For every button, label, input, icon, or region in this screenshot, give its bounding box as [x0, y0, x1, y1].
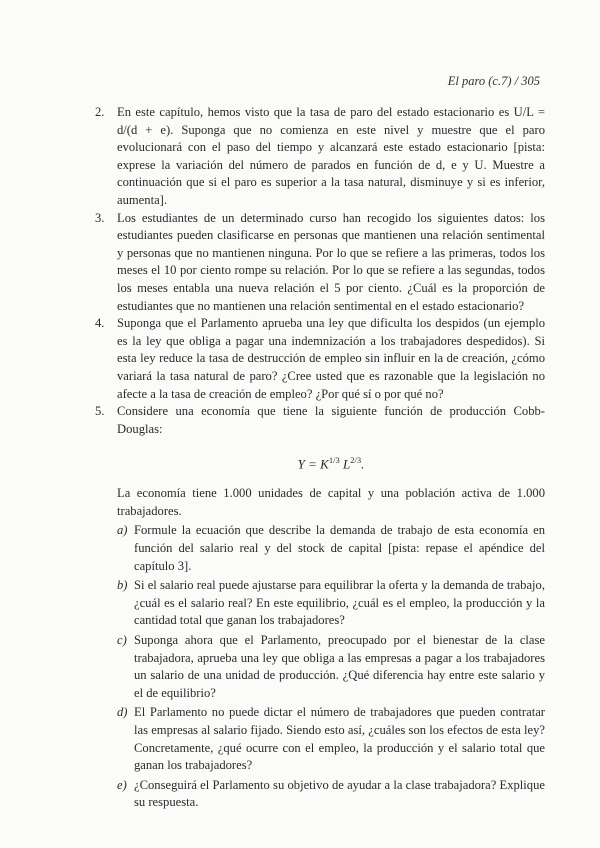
sub-item-a: [117, 522, 545, 575]
exercise-text: Suponga que el Parlamento aprueba una ley que dificulta los despidos (un ejemplo es la ley que obliga a pagar una indemnización a los trabajadores despedidos). Si esta ley reduce la tasa de destrucción de empleo sin influir en la de creación, ¿cómo variará la tasa natural de paro? ¿Cree usted que es razonable que la legislación no afecte a la tasa de creación de empleo? ¿Por qué sí o por qué no?: [117, 316, 545, 401]
sub-item-text: Formule la ecuación que describe la demanda de trabajo de esta economía en función del salario real y del stock de capital [pista: repase el apéndice del capítulo 3].: [134, 523, 545, 573]
sub-item-letter: a): [117, 523, 128, 538]
exercise-number: 4.: [95, 316, 105, 331]
sub-item-d: [117, 704, 545, 774]
exercise-number: 3.: [95, 210, 105, 225]
exercise-4: [95, 315, 545, 403]
exercise-5: [95, 403, 545, 438]
exercise-2: [95, 104, 545, 210]
sub-item-letter: e): [117, 777, 127, 792]
exercise-5-intro: La economía tiene 1.000 unidades de capital y una población activa de 1.000 trabajadores.: [117, 486, 545, 518]
sub-item-e: [117, 777, 545, 812]
sub-item-letter: d): [117, 705, 128, 720]
exercise-list: [95, 104, 545, 812]
exercise-text: Considere una economía que tiene la siguiente función de producción Cobb-Douglas:: [117, 404, 545, 436]
exercise-number: 2.: [95, 105, 105, 119]
exercise-text: En este capítulo, hemos visto que la tasa de paro del estado estacionario es U/L = d/(d + e). Suponga que no comienza en este nivel y muestre que el paro evolucionará con el paso del tiempo y alcanzará este estado estacionario [pista: exprese la variación del número de parados en función de d, e y U. Muestre a continuación que si el paro es superior a la tasa natural, disminuye y si es inferior, aumenta].: [117, 105, 545, 207]
running-head: El paro (c.7) / 305: [447, 74, 540, 88]
sub-item-text: Si el salario real puede ajustarse para equilibrar la oferta y la demanda de trabajo, ¿cuál es el salario real? En este equilibrio, ¿cuál es el empleo, la producción y la cantidad total que ganan los trabajadores?: [134, 578, 545, 628]
sub-item-text: El Parlamento no puede dictar el número de trabajadores que pueden contratar las empresas al salario fijado. Siendo esto así, ¿cuáles son los efectos de esta ley? Concretamente, ¿qué ocurre con el empleo, la producción y el salario total que ganan los trabajadores?: [134, 705, 545, 773]
sub-item-text: Suponga ahora que el Parlamento, preocupado por el bienestar de la clase trabajadora, aprueba una ley que obliga a las empresas a pagar a los trabajadores un salario de una unidad de producción. ¿Qué diferencia hay entre este salario y el de equilibrio?: [134, 632, 545, 700]
production-function-formula: $Y = K^{1/3}$ $L^{2/3}$.: [297, 455, 365, 472]
exercise-text: Los estudiantes de un determinado curso han recogido los siguientes datos: los estudiantes pueden clasificarse en personas que mantienen una relación sentimental y personas que no mantienen ninguna. Por lo que se refiere a las primeras, todos los meses el 10 por ciento rompe su relación. Por lo que se refiere a las segundas, todos los meses entabla una nueva relación el 5 por ciento. ¿Cuál es la proporción de estudiantes que no mantienen una relación sentimental en el estado estacionario?: [117, 210, 545, 313]
sub-item-c: [117, 632, 545, 702]
sub-item-letter: b): [117, 578, 128, 593]
sub-item-b: [117, 577, 545, 630]
exercise-number: 5.: [95, 404, 105, 419]
sub-item-text: ¿Conseguirá el Parlamento su objetivo de ayudar a la clase trabajadora? Explique su respuesta.: [134, 777, 545, 810]
exercise-3: [95, 210, 545, 316]
sub-item-letter: c): [117, 632, 127, 647]
